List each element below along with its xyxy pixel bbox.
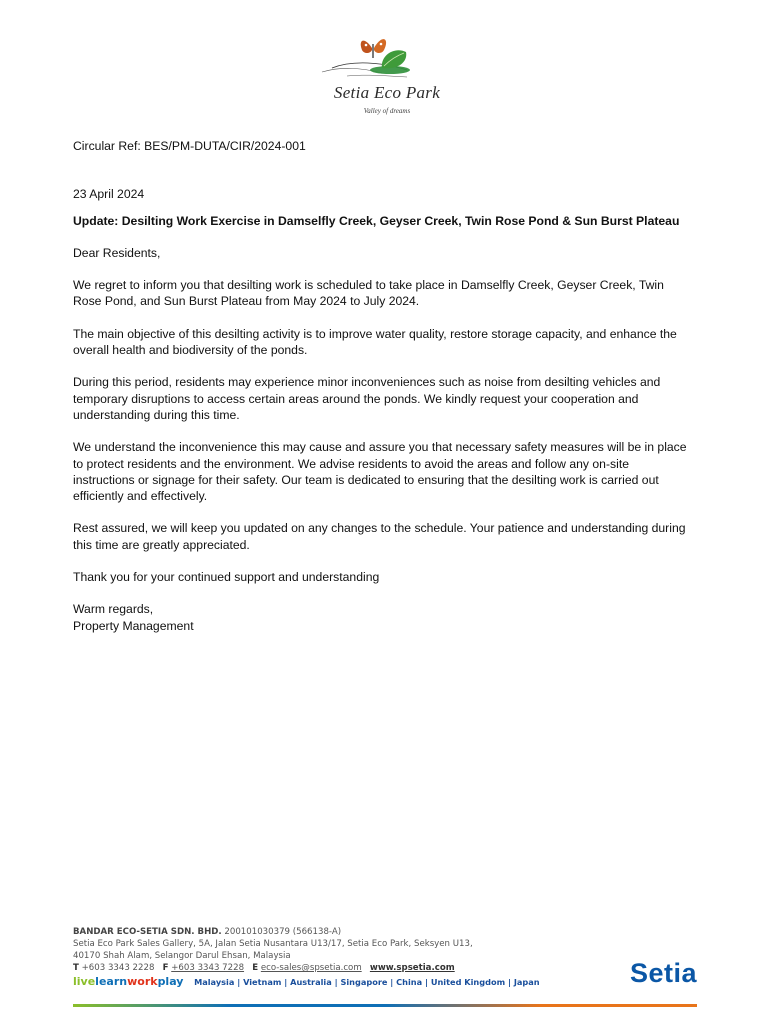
fax-label: F (162, 963, 169, 973)
tagline-row (73, 975, 697, 989)
tagline-learn: learn (95, 975, 128, 988)
email-link[interactable]: eco-sales@spsetia.com (260, 963, 362, 973)
company-name: BANDAR ECO-SETIA SDN. BHD. (73, 927, 222, 937)
letter-body (73, 138, 693, 634)
tel-number: +603 3343 2228 (81, 963, 155, 973)
paragraph: During this period, residents may experience minor inconveniences such as noise from desilting vehicles and temporary disruptions to access certain areas around the ponds. We kindly request your cooperation and understanding during this time. (73, 375, 661, 422)
paragraph: We regret to inform you that desilting work is scheduled to take place in Damselfly Creek, Geyser Creek, Twin Rose Pond, and Sun Burst Plateau from May 2024 to July 2024. (73, 278, 664, 309)
setia-eco-park-logo (312, 30, 462, 126)
address-line-1: Setia Eco Park Sales Gallery, 5A, Jalan Setia Nusantara U13/17, Setia Eco Park, Seksyen U13, (73, 939, 473, 949)
letter-subject: Update: Desilting Work Exercise in Damselfly Creek, Geyser Creek, Twin Rose Pond & Sun Burst Plateau (73, 213, 680, 228)
greeting: Dear Residents, (73, 245, 161, 260)
tagline-play: play (157, 975, 184, 988)
tel-label: T (73, 963, 79, 973)
signatory: Property Management (73, 618, 194, 633)
website-link[interactable]: www.spsetia.com (369, 963, 455, 973)
company-line (73, 926, 697, 938)
setia-brand-logo: Setia (629, 958, 697, 988)
tagline-work: work (127, 975, 158, 988)
paragraph: Rest assured, we will keep you updated on any changes to the schedule. Your patience and understanding during this time are greatly appreciated. (73, 521, 686, 552)
paragraph: The main objective of this desilting activity is to improve water quality, restore storage capacity, and enhance the overall health and biodiversity of the ponds. (73, 326, 677, 358)
logo-name: Setia Eco Park (333, 83, 441, 102)
thanks-paragraph: Thank you for your continued support and understanding (73, 570, 380, 585)
letterhead-footer (73, 926, 697, 1008)
butterfly-leaf-icon (312, 30, 462, 90)
closing: Warm regards, (73, 602, 154, 617)
address-line-2: 40170 Shah Alam, Selangor Darul Ehsan, Malaysia (73, 951, 291, 961)
circular-reference: Circular Ref: BES/PM-DUTA/CIR/2024-001 (73, 139, 306, 153)
logo-tagline: Valley of dreams (363, 107, 411, 115)
footer-divider (73, 1004, 697, 1007)
letter-date: 23 April 2024 (73, 187, 145, 202)
tagline-live: live (73, 975, 96, 988)
company-reg-no: 200101030379 (566138-A) (224, 927, 342, 937)
fax-number: +603 3343 7228 (171, 963, 245, 973)
paragraph: We understand the inconvenience this may cause and assure you that necessary safety measures will be in place to protect residents and the environment. We advise residents to avoid the areas and follow any on-site instructions or signage for their safety. Our team is dedicated to ensuring that the desilting work is carried out efficiently and effectively. (73, 440, 687, 504)
email-label: E (252, 963, 259, 973)
contact-line (73, 962, 697, 974)
countries-list: Malaysia | Vietnam | Australia | Singapore | China | United Kingdom | Japan (194, 977, 540, 987)
